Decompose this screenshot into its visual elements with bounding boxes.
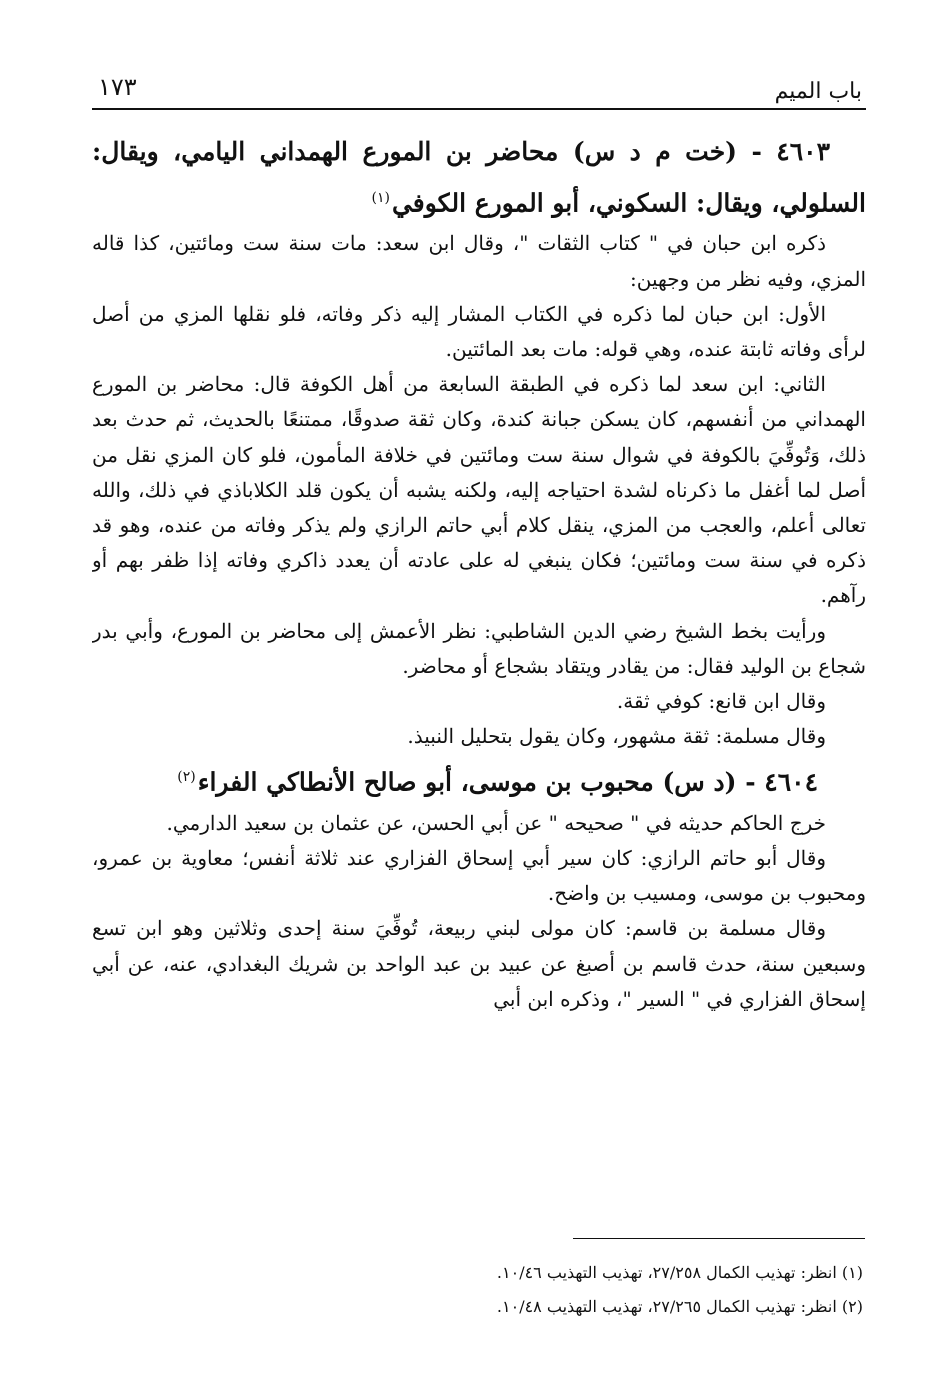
- paragraph: ذكره ابن حبان في " كتاب الثقات "، وقال ابن سعد: مات سنة ست ومائتين، كذا قاله المزي، وفيه نظر من وجهين:: [92, 231, 866, 291]
- entry-heading-text: ٤٦٠٣ - (خت م د س) محاضر بن المورع الهمداني اليامي، ويقال: السلولي، ويقال: السكوني، أبو المورع الكوفي: [92, 137, 866, 218]
- entry-heading-4603: [92, 128, 866, 226]
- entry-heading-4604: [92, 754, 866, 805]
- main-text: [92, 128, 866, 1228]
- footnote-reference: (٢): [177, 769, 196, 786]
- paragraph: الثاني: ابن سعد لما ذكره في الطبقة السابعة من أهل الكوفة قال: محاضر بن المورع الهمداني من أنفسهم، كان يسكن جبانة كندة، وكان ثقة صدوقًا، ممتنعًا بالحديث، ثم حدث بعد ذلك، وَتُوفِّيَ بالكوفة في شوال سنة ست ومائتين في خلافة المأمون، فلو كان المزي نقل من أصل لما أغفل ما ذكرناه لشدة احتياجه إليه، ولكنه يشبه أن يكون قلد الكلاباذي في ذلك، والله تعالى أعلم، والعجب من المزي، ينقل كلام أبي حاتم الرازي ولم يذكر وفاته من عنده، وهو قد ذكره في سنة ست ومائتين؛ فكان ينبغي له على عادته أن يعدد ذاكري وفاته إذا ظفر بهم أو رآهم.: [92, 372, 866, 608]
- entry-heading-text: ٤٦٠٤ - (د س) محبوب بن موسى، أبو صالح الأنطاكي الفراء: [197, 767, 818, 797]
- chapter-title: باب الميم: [774, 79, 862, 104]
- paragraph: وقال مسلمة: ثقة مشهور، وكان يقول بتحليل النبيذ.: [407, 724, 826, 749]
- paragraph: الأول: ابن حبان لما ذكره في الكتاب المشار إليه ذكر وفاته، فلو نقلها المزي من أصل لرأى وفاته ثابتة عنده، وهي قوله: مات بعد المائتين.: [92, 301, 866, 361]
- running-header: [92, 68, 866, 110]
- paragraph: خرج الحاكم حديثه في " صحيحه " عن أبي الحسن، عن عثمان بن سعيد الدارمي.: [166, 810, 826, 835]
- paragraph: وقال مسلمة بن قاسم: كان مولى لبني ربيعة، تُوفِّيَ سنة إحدى وثلاثين وهو ابن تسع وسبعين سنة، حدث قاسم بن أصبغ عن عبيد بن عبد الواحد بن شريك البغدادي، عنه، عن أبي إسحاق الفزاري في " السير "، وذكره ابن أبي: [92, 916, 866, 1011]
- footnote-reference: (١): [371, 190, 390, 206]
- paragraph: ورأيت بخط الشيخ رضي الدين الشاطبي: نظر الأعمش إلى محاضر بن المورع، وأبي بدر شجاع بن الوليد فقال: من يقادر ويتقاد بشجاع أو محاضر.: [92, 618, 866, 678]
- paragraph: وقال ابن قانع: كوفي ثقة.: [616, 688, 826, 713]
- page-number: ١٧٣: [98, 73, 137, 101]
- paragraph: وقال أبو حاتم الرازي: كان سير أبي إسحاق الفزاري عند ثلاثة أنفس؛ معاوية بن عمرو، ومحبوب بن موسى، ومسيب بن واضح.: [92, 845, 866, 906]
- footnote-1: (١) انظر: تهذيب الكمال ٢٧/٢٥٨، تهذيب التهذيب ١٠/٤٦.: [496, 1263, 863, 1282]
- footnotes: [89, 1256, 863, 1324]
- footnote-2: (٢) انظر: تهذيب الكمال ٢٧/٢٦٥، تهذيب التهذيب ١٠/٤٨.: [496, 1297, 863, 1316]
- footnote-divider: [573, 1238, 865, 1239]
